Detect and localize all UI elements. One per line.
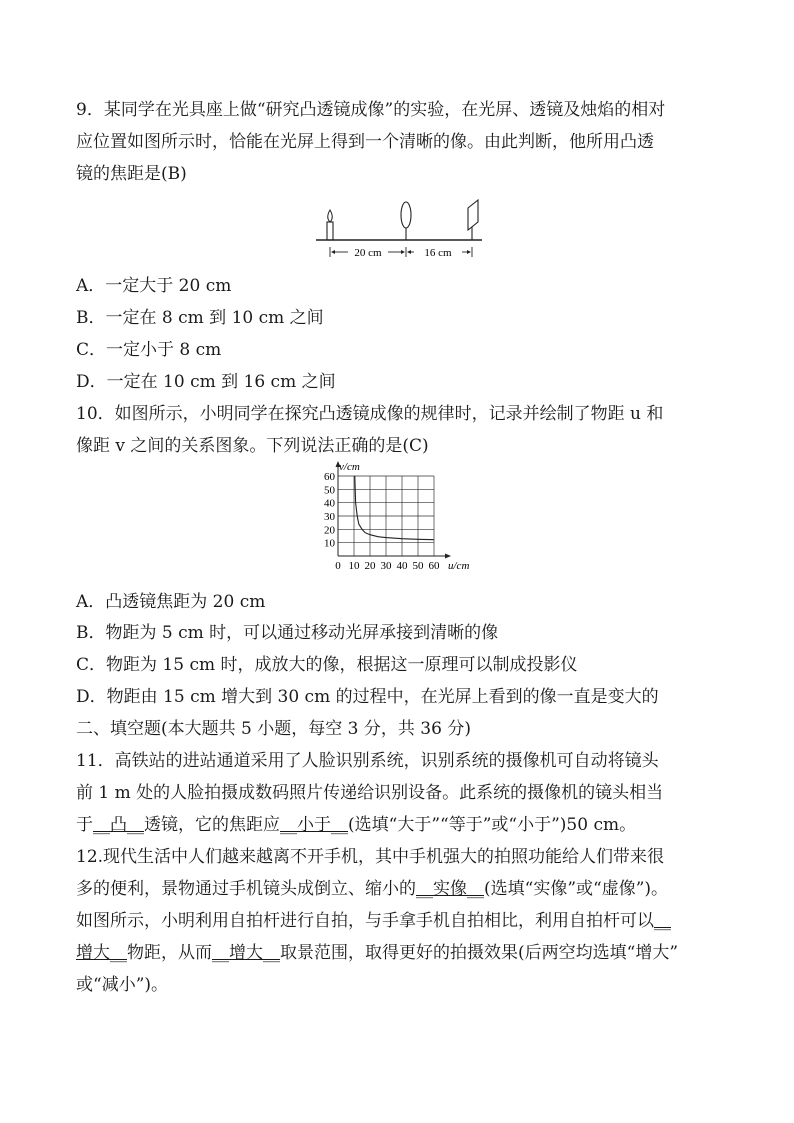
q12-text-d: 物距，从而: [127, 943, 212, 963]
q9-line-1: 9．某同学在光具座上做“研究凸透镜成像”的实验，在光屏、透镜及烛焰的相对: [76, 100, 666, 120]
q11-line-1: 11．高铁站的进站通道采用了人脸识别系统，识别系统的摄像机可自动将镜头: [76, 751, 659, 771]
x-axis-arrow: [445, 554, 451, 559]
q10-option-c: C．物距为 15 cm 时，成放大的像，根据这一原理可以制成投影仪: [76, 655, 578, 675]
lens-icon: [401, 202, 411, 240]
q10-option-a: A．凸透镜焦距为 20 cm: [76, 592, 266, 612]
q12-line-5: 或“减小”)。: [76, 975, 169, 995]
x-tick-label: 50: [412, 560, 424, 572]
q9-line-3: 镜的焦距是(B): [76, 164, 187, 184]
q10-option-b: B．物距为 5 cm 时，可以通过移动光屏承接到清晰的像: [76, 623, 499, 643]
q12-text-c: 如图所示，小明利用自拍杆进行自拍，与手拿手机自拍相比，利用自拍杆可以: [76, 911, 654, 931]
distance-label-2: 16 cm: [424, 247, 452, 259]
q11-answer-1: __凸__: [93, 815, 144, 835]
q12-text-a: 多的便利，景物通过手机镜头成倒立、缩小的: [76, 879, 416, 899]
q11-line-3: [76, 814, 636, 836]
q12-line-2: [76, 878, 668, 900]
candle-icon: [327, 210, 333, 240]
q11-answer-2: __小于__: [280, 815, 348, 835]
y-tick-label: 20: [324, 524, 335, 537]
x-tick-label: 10: [348, 560, 360, 572]
y-tick-label: 60: [324, 471, 335, 483]
y-tick-label: 40: [324, 497, 335, 510]
x-tick-label: 40: [396, 560, 408, 572]
q12-line-3: [76, 910, 671, 932]
q10-line-2: 像距 v 之间的关系图象。下列说法正确的是(C): [76, 436, 429, 456]
optical-bench-figure: [300, 196, 500, 266]
q12-answer-3: __增大__: [212, 943, 280, 963]
q9-line-2: 应位置如图所示时，恰能在光屏上得到一个清晰的像。由此判断，他所用凸透: [76, 132, 654, 152]
y-tick-label: 30: [324, 511, 335, 523]
q11-line-2: 前 1 m 处的人脸拍摄成数码照片传递给识别设备。此系统的摄像机的镜头相当: [76, 783, 664, 803]
x-tick-label: 60: [428, 560, 440, 572]
x-tick-label: 20: [364, 560, 376, 572]
q12-line-4: [76, 942, 678, 964]
y-tick-label: 50: [324, 484, 335, 497]
q12-answer-1: __实像__: [416, 879, 484, 899]
q9-option-a: A．一定大于 20 cm: [76, 276, 232, 296]
distance-label-1: 20 cm: [354, 247, 382, 259]
q9-option-c: C．一定小于 8 cm: [76, 340, 222, 360]
q11-text-c: (选填“大于”“等于”或“小于”)50 cm。: [348, 815, 637, 835]
q12-blank-start: __: [654, 911, 671, 931]
x-tick-label: 30: [380, 560, 392, 572]
y-tick-label: 10: [324, 537, 335, 550]
x-axis-label: u/cm: [448, 560, 470, 572]
q10-option-d: D．物距由 15 cm 增大到 30 cm 的过程中，在光屏上看到的像一直是变大的: [76, 687, 659, 707]
uv-curve: [355, 476, 434, 540]
q12-answer-2: 增大__: [76, 943, 127, 963]
q12-text-e: 取景范围，取得更好的拍摄效果(后两空均选填“增大”: [280, 943, 679, 963]
section-heading: 二、填空题(本大题共 5 小题，每空 3 分，共 36 分): [76, 719, 471, 739]
y-axis-label: v/cm: [339, 461, 360, 473]
q10-line-1: 10．如图所示，小明同学在探究凸透镜成像的规律时，记录并绘制了物距 u 和: [76, 404, 664, 424]
uv-chart: [312, 458, 482, 576]
q11-text-a: 于: [76, 815, 93, 835]
q9-option-d: D．一定在 10 cm 到 16 cm 之间: [76, 372, 336, 392]
screen-icon: [468, 200, 478, 240]
q12-text-b: (选填“实像”或“虚像”)。: [484, 879, 669, 899]
q11-text-b: 透镜，它的焦距应: [144, 815, 280, 835]
q12-line-1: 12.现代生活中人们越来越离不开手机，其中手机强大的拍照功能给人们带来很: [76, 847, 665, 867]
x-tick-label: 0: [335, 560, 341, 572]
q9-option-b: B．一定在 8 cm 到 10 cm 之间: [76, 308, 324, 328]
